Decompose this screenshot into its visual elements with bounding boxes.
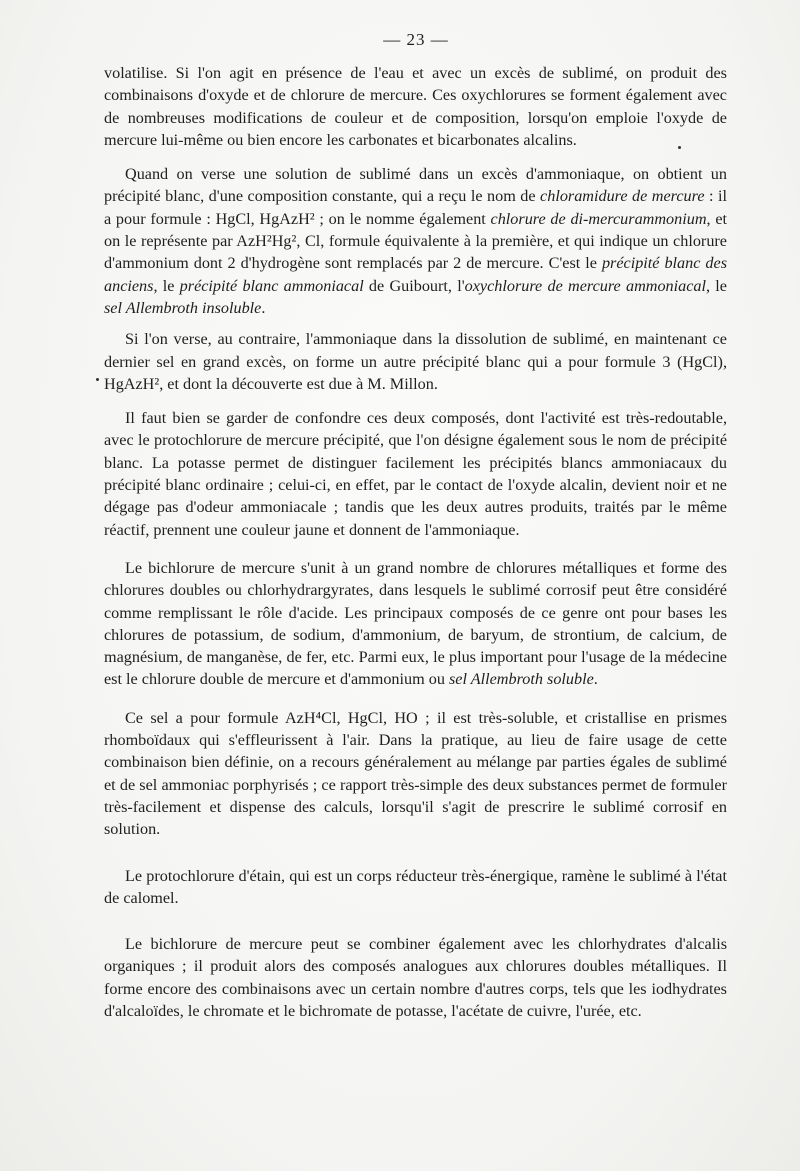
italic-term: précipité blanc ammoniacal	[179, 276, 364, 295]
ink-speck	[678, 146, 681, 149]
italic-term: chloramidure de mercure	[540, 187, 705, 206]
text-segment: Le protochlorure d'étain, qui est un corps réducteur très-énergique, ramène le sublimé à l'état de calomel.	[104, 866, 727, 907]
italic-term: précipité blanc des anciens	[104, 254, 727, 295]
italic-term: chlorure de di-mercurammonium	[490, 209, 707, 228]
text-segment: Il faut bien se garder de confondre ces deux composés, dont l'activité est très-redoutable, avec le protochlorure de mercure précipité, que l'on désigne également sous le nom de précipité blanc. La potasse permet de distinguer facilement les précipités blancs ammoniacaux du précipité blanc ordinaire ; celui-ci, en effet, par le contact de l'oxyde alcalin, devient noir et ne dégage pas d'odeur ammoniacale ; tandis que les deux autres produits, traités par le même réactif, prennent une couleur jaune et donnent de l'ammoniaque.	[104, 409, 727, 539]
text-segment: volatilise. Si l'on agit en présence de l'eau et avec un excès de sublimé, on produit des combinaisons d'oxyde et de chlorure de mercure. Ces oxychlorures se forment également avec de nombreuses modifications de couleur et de composition, lorsqu'on emploie l'oxyde de mercure lui-même ou bien encore les carbonates et bicarbonates alcalins.	[104, 64, 727, 149]
ink-speck	[96, 378, 99, 381]
paragraph-7	[104, 865, 727, 910]
italic-term: sel Allembroth soluble	[449, 670, 594, 689]
text-segment: Le bichlorure de mercure peut se combiner également avec les chlorhydrates d'alcalis organiques ; il produit alors des composés analogues aux chlorures doubles métalliques. Il forme encore des combinaisons avec un certain nombre d'autres corps, tels que les iodhydrates d'alcaloïdes, le chromate et le bichromate de potasse, l'acétate de cuivre, l'urée, etc.	[104, 935, 727, 1020]
text-segment: , le	[153, 276, 180, 295]
body-text	[104, 62, 727, 1022]
text-segment: , et on le représente par AzH²Hg², Cl, formule équivalente à la première, et qui indique un chlorure d'ammonium dont 2 d'hydrogène sont remplacés par 2 de mercure. C'est le	[104, 209, 728, 273]
text-segment: Le bichlorure de mercure s'unit à un grand nombre de chlorures métalliques et forme des chlorures doubles ou chlorhydrargyrates, dans lesquels le sublimé corrosif peut être considéré comme remplissant le rôle d'acide. Les principaux composés de ce genre ont pour bases les chlorures de potassium, de sodium, d'ammonium, de baryum, de strontium, de calcium, de magnésium, de manganèse, de fer, etc. Parmi eux, le plus important pour l'usage de la médecine est le chlorure double de mercure et d'ammonium ou	[104, 558, 727, 689]
text-segment: de Guibourt, l'	[363, 276, 465, 295]
text-segment: .	[593, 670, 598, 689]
italic-term: oxychlorure de mercure ammoniacal	[464, 276, 707, 295]
paragraph-1	[104, 62, 727, 151]
page-number: — 23 —	[383, 30, 449, 49]
text-segment: : il a pour formule : HgCl, HgAzH² ; on le nomme également	[104, 187, 727, 228]
italic-term: sel Allembroth insoluble	[104, 298, 262, 317]
text-segment: Ce sel a pour formule AzH⁴Cl, HgCl, HO ; il est très-soluble, et cristallise en prismes rhomboïdaux qui s'effleurissent à l'air. Dans la pratique, au lieu de faire usage de cette combinaison bien définie, on a recours généralement au mélange par parties égales de sublimé et de sel ammoniac porphyrisés ; ce rapport très-simple des deux substances permet de formuler très-facilement et dispense des calculs, lorsqu'il s'agit de prescrire le sublimé corrosif en solution.	[104, 708, 727, 839]
text-segment: Quand on verse une solution de sublimé dans un excès d'ammoniaque, on obtient un précipité blanc, d'une composition constante, qui a reçu le nom de	[104, 165, 727, 206]
text-segment: , le	[706, 276, 727, 295]
paragraph-4	[104, 407, 727, 541]
paragraph-2	[104, 163, 727, 319]
paragraph-5	[104, 557, 727, 691]
paragraph-6	[104, 707, 727, 841]
text-segment: .	[261, 298, 266, 317]
paragraph-3	[104, 328, 727, 395]
text-segment: Si l'on verse, au contraire, l'ammoniaque dans la dissolution de sublimé, en maintenant ce dernier sel en grand excès, on forme un autre précipité blanc qui a pour formule 3 (HgCl), HgAzH², et dont la découverte est due à M. Millon.	[104, 330, 727, 393]
paragraph-8	[104, 933, 727, 1022]
